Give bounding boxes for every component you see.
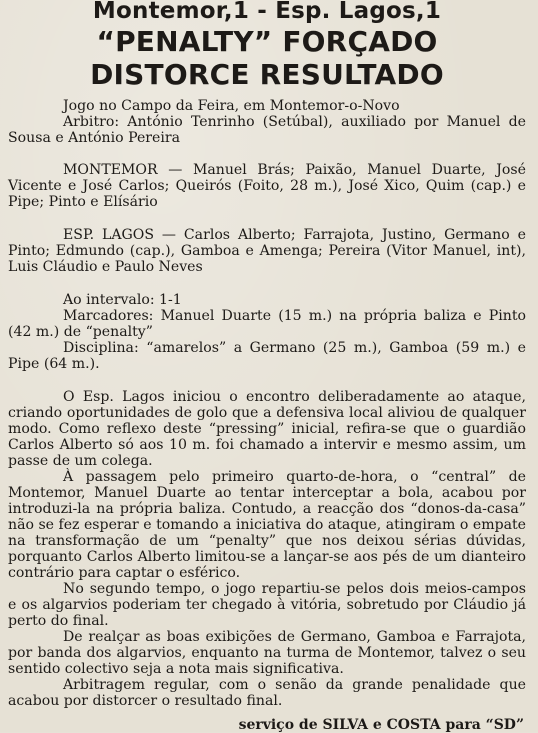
- report-paragraph-2: À passagem pelo primeiro quarto-de-hora, o “central” de Montemor, Manuel Duarte ao tentar interceptar a bola, acabou por introduzi-la na própria baliza. Contudo, a reacção dos “donos-da-casa” não se fez esperar e tomando a iniciativa do ataque, atingiram o empate na transformação de um “penalty” que nos deixou sérias dúvidas, porquanto Carlos Alberto limitou-se a lançar-se aos pés de um dianteiro contrário para captar o esférico.: [8, 469, 526, 581]
- discipline: Disciplina: “amarelos” a Germano (25 m.), Gamboa (59 m.) e Pipe (64 m.).: [8, 340, 526, 372]
- lineup-montemor: MONTEMOR — Manuel Brás; Paixão, Manuel Duarte, José Vicente e José Carlos; Queirós (Foito, 28 m.), José Xico, Quim (cap.) e Pipe; Pinto e Elísário: [8, 162, 526, 210]
- lineup-esp-lagos: ESP. LAGOS — Carlos Alberto; Farrajota, Justino, Germano e Pinto; Edmundo (cap.), Gamboa e Amenga; Pereira (Vitor Manuel, int), Luis Cláudio e Paulo Neves: [8, 227, 526, 275]
- byline-credit: serviço de SILVA e COSTA para “SD”: [238, 717, 524, 733]
- report-paragraph-1: O Esp. Lagos iniciou o encontro deliberadamente ao ataque, criando oportunidades de golo que a defensiva local aliviou de qualquer modo. Como reflexo deste “pressing” inicial, refira-se que o guardião Carlos Alberto só aos 10 m. foi chamado a intervir e mesmo assim, um passe de um colega.: [8, 389, 526, 469]
- headline-line-2: “PENALTY” FORÇADO: [96, 25, 438, 58]
- article-body: [8, 98, 526, 733]
- report-paragraph-3: No segundo tempo, o jogo repartiu-se pelos dois meios-campos e os algarvios poderiam ter chegado à vitória, sobretudo por Cláudio já perto do final.: [8, 581, 526, 629]
- headline-line-3: DISTORCE RESULTADO: [90, 58, 444, 91]
- halftime-score: Ao intervalo: 1-1: [63, 292, 182, 308]
- venue-line: Jogo no Campo da Feira, em Montemor-o-Novo: [63, 98, 400, 114]
- headline-score: Montemor,1 - Esp. Lagos,1: [92, 0, 442, 24]
- scorers: Marcadores: Manuel Duarte (15 m.) na própria baliza e Pinto (42 m.) de “penalty”: [8, 308, 526, 340]
- report-paragraph-4: De realçar as boas exibições de Germano, Gamboa e Farrajota, por banda dos algarvios, enquanto na turma de Montemor, talvez o seu sentido colectivo seja a nota mais significativa.: [8, 629, 526, 677]
- referee-line: Arbitro: António Tenrinho (Setúbal), auxiliado por Manuel de Sousa e António Pereira: [8, 114, 526, 146]
- report-paragraph-5: Arbitragem regular, com o senão da grande penalidade que acabou por distorcer o resultado final.: [8, 677, 526, 709]
